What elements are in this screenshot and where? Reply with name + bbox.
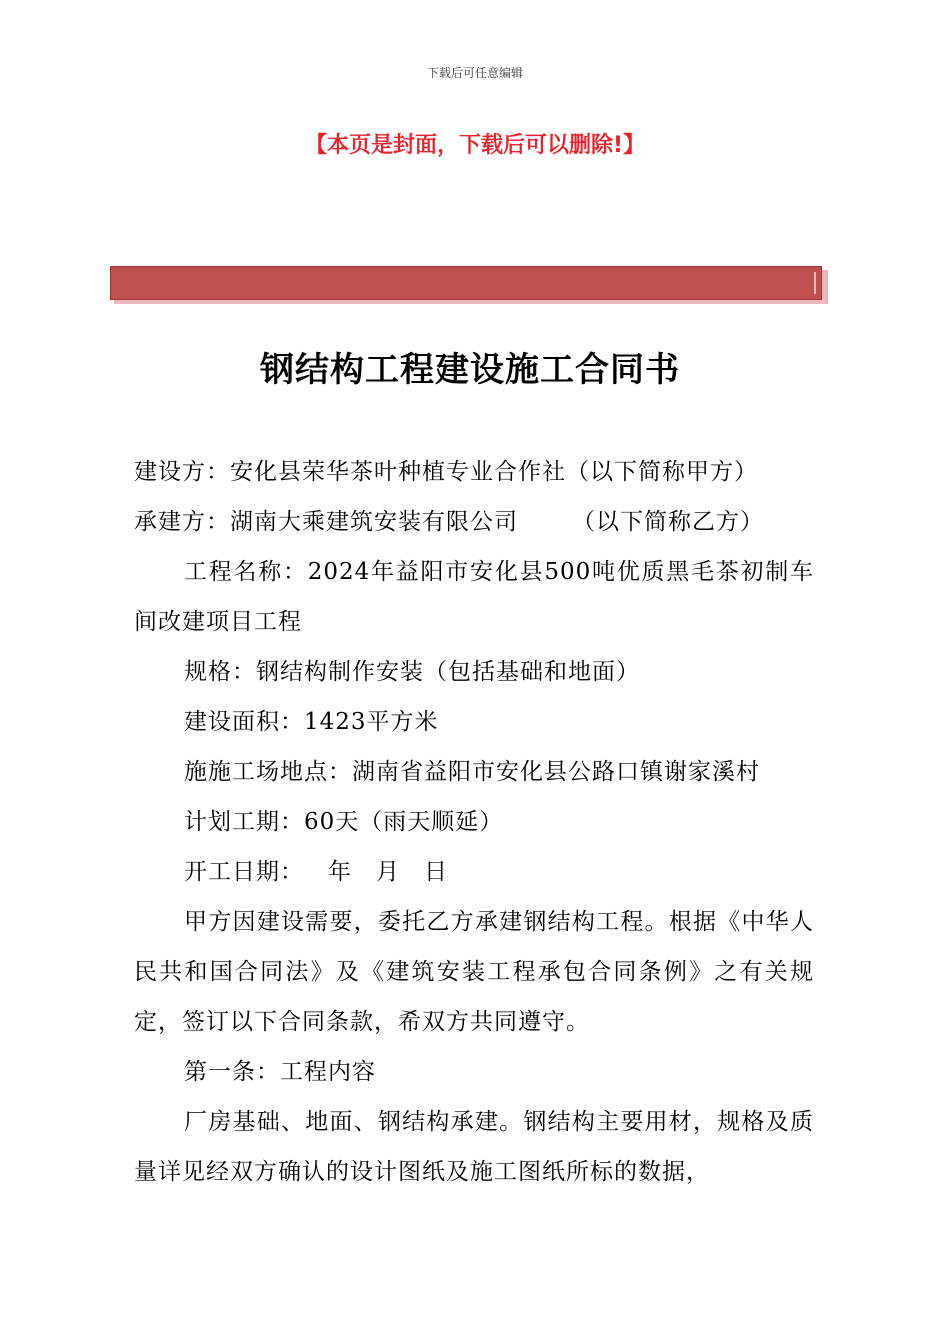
party-b-name: 承建方：湖南大乘建筑安装有限公司 [134,509,518,535]
title-banner [110,266,830,306]
start-date-line [134,847,814,897]
preamble-paragraph: 甲方因建设需要，委托乙方承建钢结构工程。根据《中华人民共和国合同法》及《建筑安装工程承包合同条例》之有关规定，签订以下合同条款，希双方共同遵守。 [134,909,814,1035]
party-b-suffix: （以下简称乙方） [572,509,764,535]
party-b-line [134,497,814,547]
banner-bar [110,266,822,300]
location-line: 施施工场地点：湖南省益阳市安化县公路口镇谢家溪村 [184,759,760,785]
project-name-line: 工程名称：2024年益阳市安化县500吨优质黑毛茶初制车间改建项目工程 [134,559,814,635]
banner-shadow-right [822,270,828,304]
document-title: 钢结构工程建设施工合同书 [260,350,680,390]
banner-shadow-bottom [114,300,828,304]
party-a-line: 建设方：安化县荣华茶叶种植专业合作社（以下简称甲方） [134,459,758,485]
contract-body [134,447,814,1197]
spec-line: 规格：钢结构制作安装（包括基础和地面） [184,659,640,685]
article-1-body: 厂房基础、地面、钢结构承建。钢结构主要用材，规格及质量详见经双方确认的设计图纸及施工图纸所标的数据， [134,1109,814,1185]
banner-highlight [814,272,816,294]
page-header-note: 下载后可任意编辑 [426,66,523,80]
start-date-label: 开工日期： [184,859,304,885]
start-date-year: 年 [328,859,352,885]
area-line: 建设面积：1423平方米 [184,709,439,735]
start-date-day: 日 [424,859,448,885]
duration-line: 计划工期：60天（雨天顺延） [184,809,504,835]
article-1-title: 第一条：工程内容 [184,1059,376,1085]
cover-removal-note: 【本页是封面，下载后可以删除!】 [304,133,646,158]
start-date-month: 月 [376,859,400,885]
